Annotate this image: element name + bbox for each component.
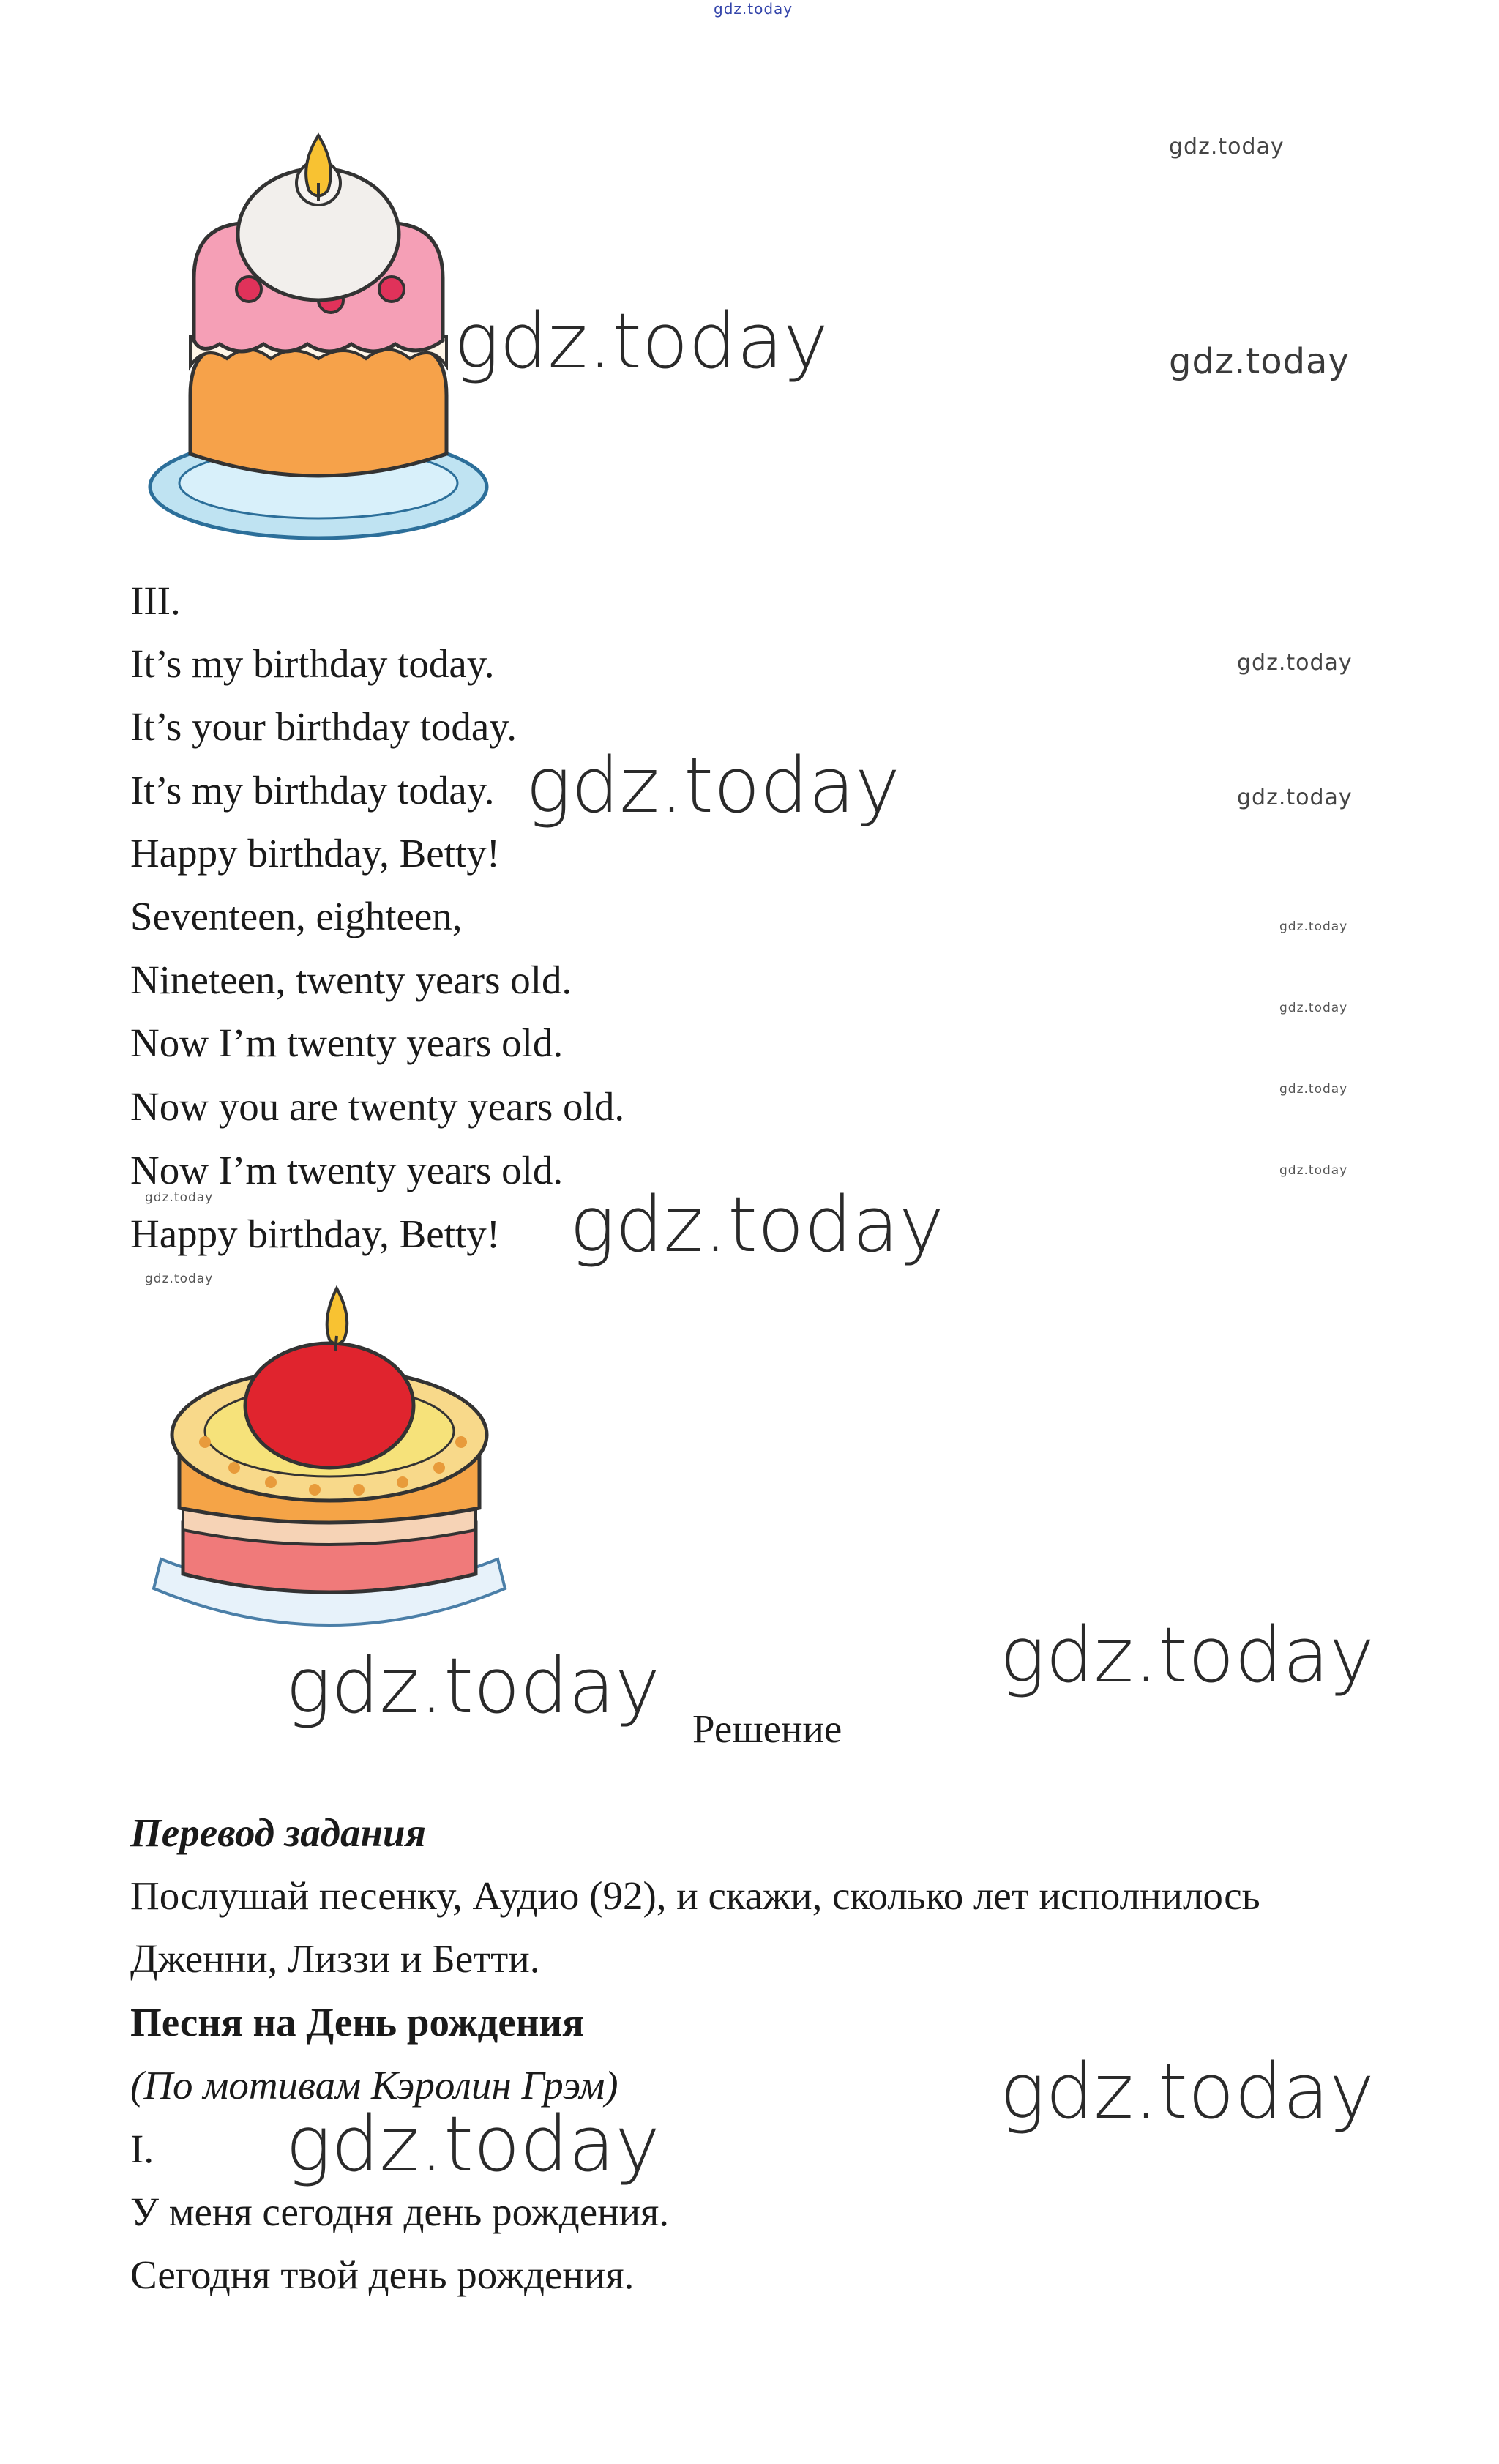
watermark-tiny: gdz.today — [1279, 1163, 1348, 1178]
pink-cake-illustration — [139, 132, 505, 556]
task-translation-text: Дженни, Лиззи и Бетти. — [130, 1936, 540, 1981]
song-line: Seventeen, eighteen, — [130, 894, 463, 938]
song-line-ru: У меня сегодня день рождения. — [130, 2189, 670, 2234]
song-line: Happy birthday, Betty! — [130, 831, 501, 876]
watermark-large: gdz.today — [285, 2099, 660, 2189]
song-line: It’s my birthday today. — [130, 641, 495, 686]
song-line: It’s my birthday today. — [130, 768, 495, 813]
song-line: Happy birthday, Betty! — [130, 1212, 501, 1256]
watermark-medium: gdz.today — [1169, 341, 1350, 382]
watermark-small: gdz.today — [1237, 650, 1353, 676]
song-stanza-number-ru: I. — [130, 2127, 154, 2171]
watermark-small: gdz.today — [1237, 785, 1353, 810]
watermark-tiny: gdz.today — [1279, 919, 1348, 934]
watermark-small: gdz.today — [1169, 134, 1285, 160]
watermark-tiny: gdz.today — [145, 1272, 214, 1286]
watermark-tiny: gdz.today — [1279, 1001, 1348, 1015]
song-line: Nineteen, twenty years old. — [130, 957, 572, 1002]
solution-heading: Решение — [692, 1706, 842, 1751]
song-title-ru: Песня на День рождения — [130, 2000, 584, 2045]
watermark-large: gdz.today — [1000, 2047, 1375, 2136]
watermark-large: gdz.today — [285, 1641, 660, 1731]
watermark-large: gdz.today — [569, 1180, 944, 1269]
task-translation-text: Послушай песенку, Аудио (92), и скажи, сколько лет исполнилось — [130, 1873, 1260, 1918]
song-stanza-number: III. — [130, 578, 181, 623]
watermark-tiny: gdz.today — [145, 1190, 214, 1205]
song-line-ru: Сегодня твой день рождения. — [130, 2252, 635, 2297]
watermark-large: gdz.today — [1000, 1610, 1375, 1700]
song-subtitle-ru: (По мотивам Кэролин Грэм) — [130, 2063, 618, 2108]
song-line: It’s your birthday today. — [130, 704, 517, 749]
red-cake-illustration — [139, 1281, 520, 1654]
song-line: Now you are twenty years old. — [130, 1084, 625, 1129]
song-line: Now I’m twenty years old. — [130, 1020, 564, 1065]
song-line: Now I’m twenty years old. — [130, 1148, 564, 1192]
watermark-large: gdz.today — [454, 296, 829, 386]
task-translation-title: Перевод задания — [130, 1810, 426, 1855]
watermark-tiny: gdz.today — [1279, 1082, 1348, 1097]
watermark-top: gdz.today — [714, 0, 793, 18]
watermark-large: gdz.today — [526, 741, 900, 830]
